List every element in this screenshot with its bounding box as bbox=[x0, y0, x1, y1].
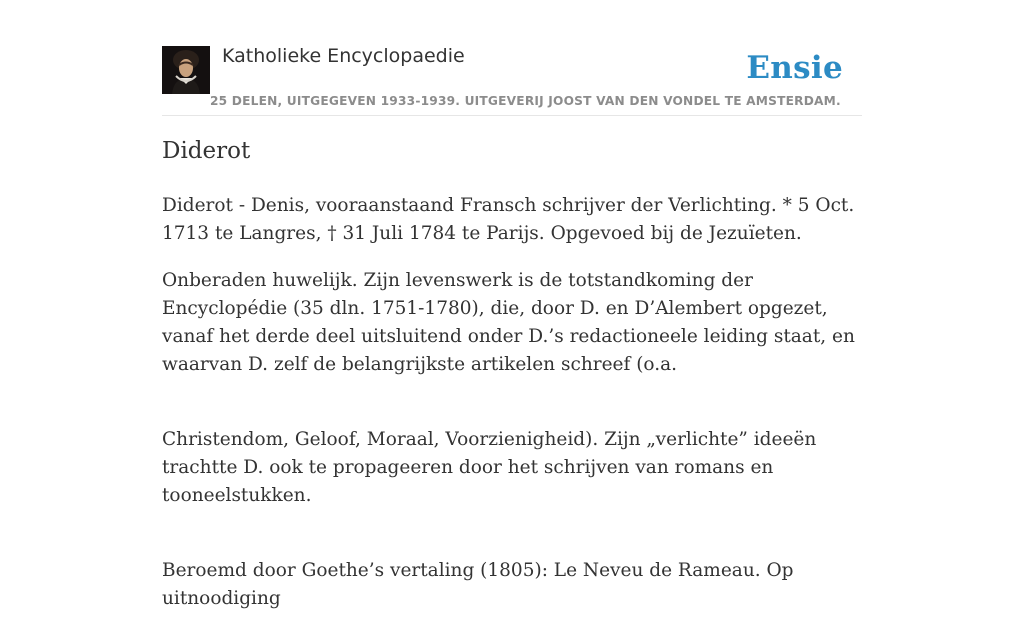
article-paragraph: Diderot - Denis, vooraanstaand Fransch schrijver der Verlichting. * 5 Oct. 1713 te Langres, † 31 Juli 1784 te Parijs. Opgevoed bij de Jezuïeten. bbox=[162, 195, 855, 244]
publication-title-link[interactable]: Katholieke Encyclopaedie bbox=[222, 45, 465, 67]
portrait-avatar-graphic bbox=[162, 46, 210, 94]
portrait-avatar-icon[interactable] bbox=[162, 46, 210, 94]
article-title: Diderot bbox=[162, 138, 251, 164]
article-paragraph: Christendom, Geloof, Moraal, Voorzienigheid). Zijn „verlichte” ideeën trachtte D. ook te propageeren door het schrijven van romans en tooneelstukken. bbox=[162, 429, 817, 506]
article-paragraph: Onberaden huwelijk. Zijn levenswerk is de totstandkoming der Encyclopédie (35 dln. 1751-1780), die, door D. en D’Alembert opgezet, vanaf het derde deel uitsluitend onder D.’s redactioneele leiding staat, en waarvan D. zelf de belangrijkste artikelen schreef (o.a. bbox=[162, 270, 855, 375]
paragraph-spacer bbox=[162, 529, 862, 557]
paragraph-spacer bbox=[162, 398, 862, 426]
publication-subtitle: 25 DELEN, UITGEGEVEN 1933-1939. UITGEVERIJ JOOST VAN DEN VONDEL TE AMSTERDAM. bbox=[210, 94, 841, 108]
page bbox=[162, 0, 862, 609]
article-paragraph: Beroemd door Goethe’s vertaling (1805): Le Neveu de Rameau. Op uitnoodiging bbox=[162, 560, 794, 609]
ensie-logo-link[interactable]: Ensie bbox=[746, 50, 843, 86]
publication-header bbox=[162, 0, 862, 116]
article-body bbox=[162, 192, 862, 632]
